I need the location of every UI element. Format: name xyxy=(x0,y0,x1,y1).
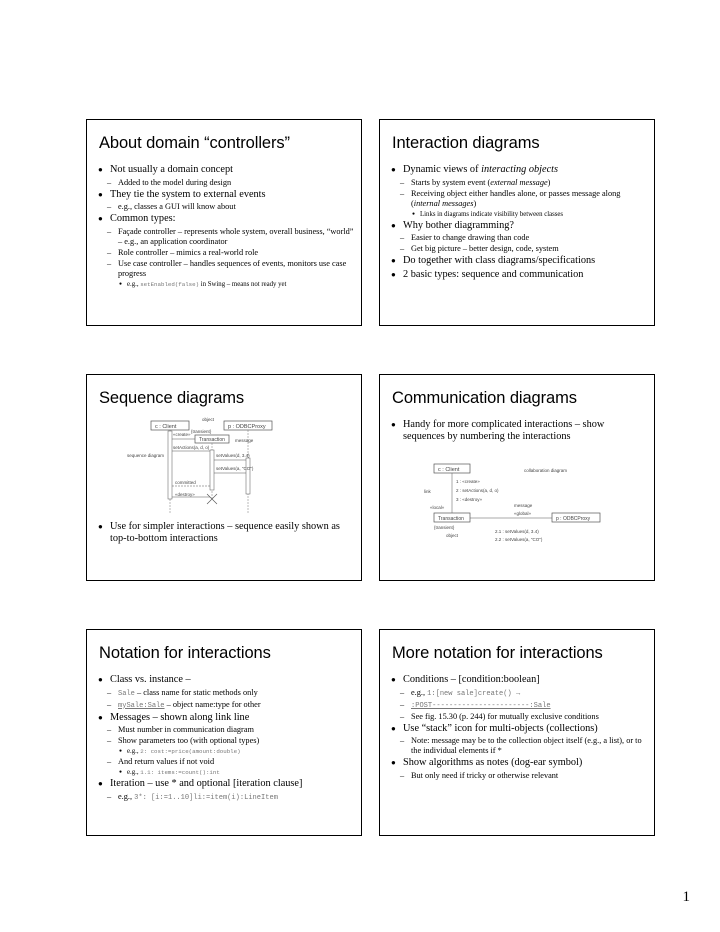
bullet-item xyxy=(390,244,648,254)
bullet-text-text: Must number in communication diagram xyxy=(118,725,254,734)
committed-return-label: committed xyxy=(175,480,196,485)
slide-title: Communication diagrams xyxy=(392,389,577,407)
bullet-text-text: Easier to change drawing than code xyxy=(411,233,530,242)
bullet-text-text: And return values if not void xyxy=(118,757,215,766)
bullet-item xyxy=(97,747,355,756)
transient-annotation: {transient} xyxy=(434,525,455,530)
message-2-1-label: 2.1 : setValues(d, 3.4) xyxy=(495,529,539,534)
bullet-text-pre: Dynamic views of xyxy=(403,164,482,175)
bullet-text-pre: e.g., xyxy=(118,791,135,801)
bullet-text-text: Handy for more complicated interactions – show sequences by numbering the interactions xyxy=(403,419,605,442)
bullet-text-post: – class name for static methods only xyxy=(134,687,258,697)
slide-notation xyxy=(86,629,362,836)
bullet-item xyxy=(97,736,355,746)
bullet-text-text: Role controller – mimics a real-world role xyxy=(118,247,259,257)
bullet-text-post: ) xyxy=(473,198,477,208)
bullet-text-codeu: :POST-----------------------:Sale xyxy=(411,701,551,710)
bullet-item xyxy=(97,202,355,212)
bullet-item xyxy=(97,248,355,258)
bullet-text-text: Façade controller – represents whole system, overall business, “world” – e.g., an application coordinator xyxy=(118,226,354,246)
slide-title: More notation for interactions xyxy=(392,644,603,662)
bullet-text-pre: Starts by system event ( xyxy=(411,177,491,187)
bullet-text-text: e.g., classes a GUI will know about xyxy=(118,202,236,211)
client-object-label: c : Client xyxy=(155,424,177,430)
bullet-item xyxy=(97,700,355,711)
bullet-text-post: in Swing – means not ready yet xyxy=(199,280,287,288)
bullet-item xyxy=(97,521,355,545)
bullet-text-codeu: mySale:Sale xyxy=(118,701,165,710)
bullet-list xyxy=(390,164,648,282)
message-3-label: 3 : «destroy» xyxy=(456,497,483,502)
bullet-text-text: They tie the system to external events xyxy=(110,188,266,200)
proxy-object-label: p : ODBCProxy xyxy=(556,516,591,522)
slide-interaction-diagrams xyxy=(379,119,655,326)
bullet-item xyxy=(97,757,355,767)
bullet-text-text: Iteration – use * and optional [iteration clause] xyxy=(110,778,303,789)
slide-title: Interaction diagrams xyxy=(392,134,540,152)
bullet-item xyxy=(97,178,355,188)
bullet-item xyxy=(390,269,648,281)
bullet-text-code: Sale xyxy=(118,689,135,698)
client-object-label: c : Client xyxy=(438,467,460,473)
transaction-object-label: Transaction xyxy=(438,516,464,522)
bullet-text-pre: Receiving object either handles alone, or passes message along ( xyxy=(411,188,621,208)
bullet-text-text: Use “stack” icon for multi-objects (collections) xyxy=(403,722,598,734)
message-annotation: message xyxy=(235,438,254,443)
bullet-item xyxy=(97,688,355,699)
bullet-item xyxy=(390,164,648,176)
bullet-item xyxy=(390,233,648,243)
bullet-item xyxy=(97,768,355,777)
bullet-text-code: setEnabled(false) xyxy=(140,280,200,288)
bullet-list xyxy=(97,674,355,804)
slide-controllers xyxy=(86,119,362,326)
bullet-item xyxy=(97,213,355,225)
slide-sequence-diagrams xyxy=(86,374,362,581)
bullet-text-text: Class vs. instance – xyxy=(110,674,191,685)
transaction-activation xyxy=(210,450,214,490)
bullet-text-code: 3*: [i:=1..10]li:=item(i):LineItem xyxy=(134,793,278,802)
message-2-2-label: 2.2 : setValues(a, "CO") xyxy=(495,537,543,542)
bullet-text-post: – object name:type for other xyxy=(164,699,261,709)
bullet-text-text: Common types: xyxy=(110,213,176,224)
bullet-item xyxy=(390,736,648,756)
bullet-text-text: Links in diagrams indicate visibility between classes xyxy=(420,210,564,218)
slide-communication-diagrams xyxy=(379,374,655,581)
bullet-text-text: Not usually a domain concept xyxy=(110,164,233,175)
setvalues-message-label-2: setValues(a, "CO") xyxy=(216,466,254,471)
message-2-label: 2 : setActions(a, d, o) xyxy=(456,488,499,493)
bullet-item xyxy=(390,674,648,686)
bullet-item xyxy=(390,220,648,232)
bullet-item xyxy=(390,771,648,781)
slide-title: Sequence diagrams xyxy=(99,389,245,407)
bullet-text-post: ) xyxy=(547,177,551,187)
bullet-item xyxy=(97,725,355,735)
bullet-text-text: Get big picture – better design, code, system xyxy=(411,244,559,253)
bullet-list xyxy=(97,521,355,547)
bullet-text-text: Do together with class diagrams/specifications xyxy=(403,255,596,266)
create-message-label: «create» xyxy=(173,432,191,437)
bullet-item xyxy=(390,688,648,699)
bullet-text-text: 2 basic types: sequence and communication xyxy=(403,268,584,280)
bullet-text-text: Note: message may be to the collection object itself (e.g., a list), or to the individual elements if * xyxy=(411,736,642,755)
bullet-item xyxy=(390,419,648,443)
link-annotation: link xyxy=(424,489,431,494)
bullet-item xyxy=(97,280,355,289)
bullet-item xyxy=(390,700,648,711)
bullet-text-text: But only need if tricky or otherwise relevant xyxy=(411,770,559,780)
sequence-diagram-figure xyxy=(127,415,307,519)
global-stereotype: «global» xyxy=(514,511,532,516)
collaboration-diagram-caption: collaboration diagram xyxy=(524,468,568,473)
bullet-text-code: 2: cost:=price(amount:double) xyxy=(140,748,241,755)
slide-title: About domain “controllers” xyxy=(99,134,290,152)
bullet-text-text: Use case controller – handles sequences of events, monitors use case progress xyxy=(118,258,347,278)
local-stereotype: «local» xyxy=(430,505,445,510)
bullet-text-em: external message xyxy=(490,177,548,187)
bullet-text-text: Messages – shown along link line xyxy=(110,711,250,723)
transaction-object-label: Transaction xyxy=(199,437,225,443)
bullet-text-pre: e.g., xyxy=(411,687,428,697)
bullet-text-pre: e.g., xyxy=(127,280,141,288)
slide-more-notation xyxy=(379,629,655,836)
bullet-item xyxy=(390,757,648,769)
bullet-item xyxy=(97,164,355,176)
bullet-text-em: internal messages xyxy=(413,198,474,208)
sequence-diagram-caption: sequence diagram xyxy=(127,453,165,458)
bullet-text-text: Show parameters too (with optional types) xyxy=(118,736,260,745)
client-activation xyxy=(168,431,172,499)
bullet-text-pre: e.g., xyxy=(127,769,141,776)
setactions-message-label: setActions(a, d, o) xyxy=(173,445,210,450)
bullet-list xyxy=(390,419,648,445)
communication-diagram-figure xyxy=(420,461,635,571)
bullet-item xyxy=(97,792,355,803)
bullet-text-text: Conditions – [condition:boolean] xyxy=(403,674,540,685)
bullet-text-text: Added to the model during design xyxy=(118,177,232,187)
bullet-item xyxy=(390,255,648,267)
transient-annotation: {transient} xyxy=(191,429,212,434)
bullet-item xyxy=(97,189,355,201)
bullet-text-text: Use for simpler interactions – sequence easily shown as top-to-bottom interactions xyxy=(110,521,340,544)
bullet-item xyxy=(390,712,648,722)
proxy-activation xyxy=(246,458,250,494)
bullet-text-code: 1.1: items:=count():int xyxy=(140,769,220,776)
bullet-text-text: Why bother diagramming? xyxy=(403,219,514,231)
page-number: 1 xyxy=(682,889,690,905)
bullet-item xyxy=(390,723,648,735)
bullet-list xyxy=(390,674,648,782)
bullet-text-text: See fig. 15.30 (p. 244) for mutually exclusive conditions xyxy=(411,711,599,721)
bullet-item xyxy=(390,189,648,209)
bullet-item xyxy=(97,674,355,686)
bullet-text-pre: e.g., xyxy=(127,748,141,755)
object-annotation: object xyxy=(202,417,215,422)
setvalues-message-label-1: setValues(d, 3.4) xyxy=(216,453,250,458)
slide-title: Notation for interactions xyxy=(99,644,271,662)
bullet-item xyxy=(97,778,355,790)
bullet-item xyxy=(390,210,648,219)
bullet-text-text: Show algorithms as notes (dog-ear symbol) xyxy=(403,757,583,768)
bullet-text-code: 1:[new sale]create() → xyxy=(427,689,521,698)
message-1-label: 1 : «create» xyxy=(456,479,480,484)
destroy-message-label: «destroy» xyxy=(175,492,195,497)
message-annotation: message xyxy=(514,503,533,508)
bullet-item xyxy=(97,712,355,724)
object-annotation: object xyxy=(446,533,459,538)
bullet-item xyxy=(390,178,648,188)
bullet-item xyxy=(97,259,355,279)
bullet-item xyxy=(97,227,355,247)
proxy-object-label: p : ODBCProxy xyxy=(228,424,266,430)
bullet-text-em: interacting objects xyxy=(481,164,559,175)
bullet-list xyxy=(97,164,355,290)
